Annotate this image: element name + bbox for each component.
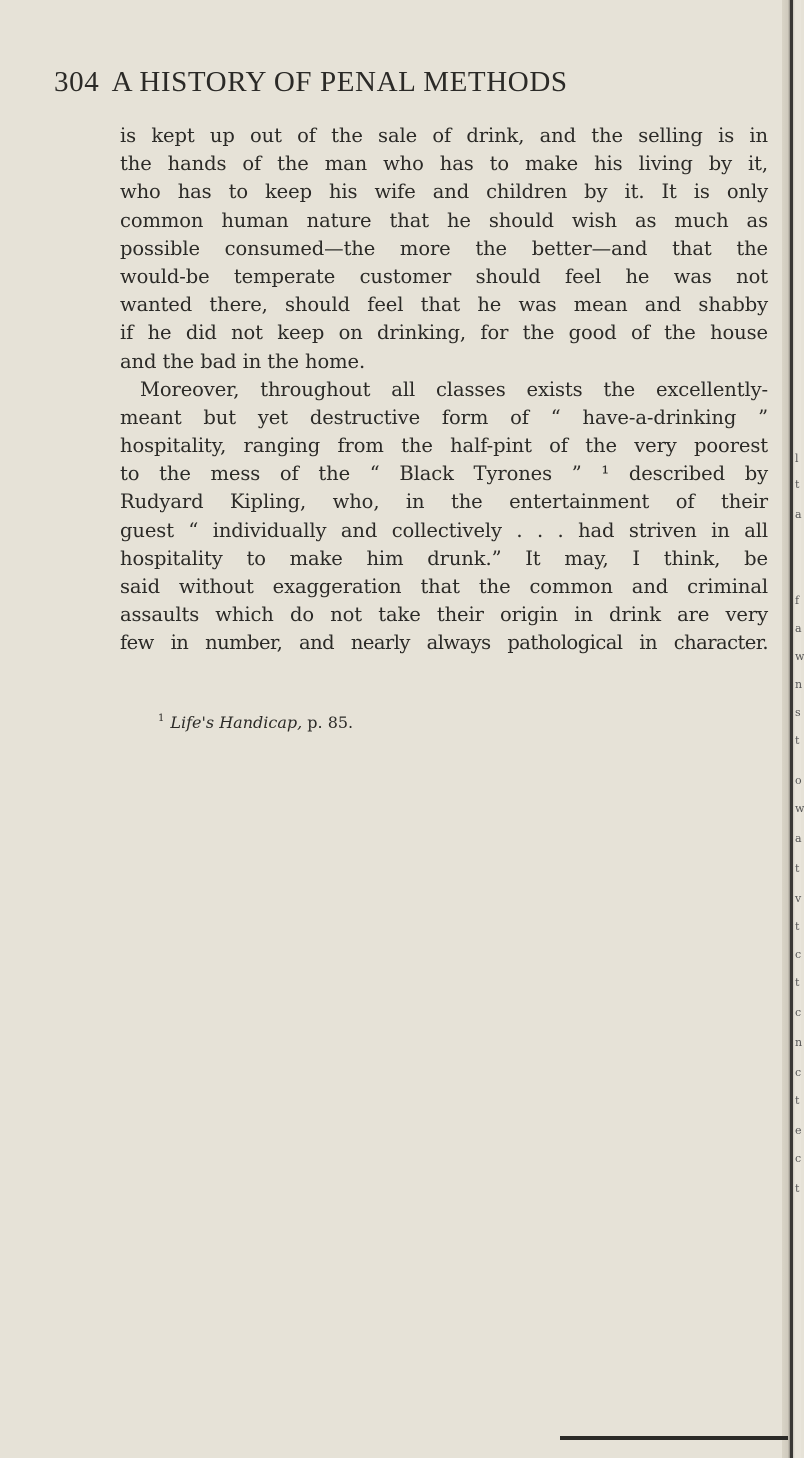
text-line: would-be temperate customer should feel he was not: [120, 264, 768, 288]
text-line: hospitality, ranging from the half-pint of the very poorest: [120, 434, 768, 458]
bleed-letter: c: [795, 1066, 802, 1079]
footnote-source: Life's Handicap,: [170, 713, 303, 732]
text-line: to the mess of the “ Black Tyrones ” ¹ described by: [120, 462, 768, 486]
bleed-letter: a: [795, 508, 802, 521]
bleed-letter: c: [795, 1006, 802, 1019]
page-shadow-line: [560, 1436, 788, 1440]
text-line: assaults which do not take their origin in drink are very: [120, 603, 768, 627]
running-header: [54, 66, 754, 99]
text-line: said without exaggeration that the common and criminal: [120, 575, 768, 598]
bleed-letter: t: [795, 976, 800, 989]
text-line: guest “ individually and collectively . . . had striven in all: [120, 518, 768, 542]
bleed-letter: f: [795, 594, 800, 607]
page-number: 304: [54, 66, 100, 98]
bleed-letter: t: [795, 1094, 800, 1107]
text-line: few in number, and nearly always pathological in character.: [120, 631, 768, 655]
body-text: [120, 122, 768, 658]
bleed-letter: n: [795, 678, 803, 691]
text-line: wanted there, should feel that he was mean and shabby: [120, 293, 768, 317]
bleed-letter: a: [795, 832, 802, 845]
bleed-letter: w: [795, 650, 804, 663]
bleed-letter: c: [795, 1152, 802, 1165]
bleed-letter: v: [795, 892, 802, 905]
footnote: [158, 713, 353, 732]
bleed-letter: c: [795, 948, 802, 961]
bleed-letter: e: [795, 1124, 802, 1137]
bleed-letter: a: [795, 622, 802, 635]
text-line: common human nature that he should wish as much as: [120, 208, 768, 232]
text-line: hospitality to make him drunk.” It may, I think, be: [120, 546, 768, 570]
bleed-letter: t: [795, 920, 800, 933]
bleed-letter: t: [795, 862, 800, 875]
running-title: A HISTORY OF PENAL METHODS: [111, 66, 568, 98]
text-line: Rudyard Kipling, who, in the entertainment of their: [120, 490, 768, 514]
bleed-letter: n: [795, 1036, 803, 1049]
text-line: the hands of the man who has to make his living by it,: [120, 152, 768, 176]
footnote-marker: 1: [158, 713, 165, 724]
bleed-letter: o: [795, 774, 802, 787]
footnote-page: p. 85.: [307, 713, 354, 732]
bleed-letter: s: [795, 706, 801, 719]
text-line: possible consumed—the more the better—and that the: [120, 236, 768, 260]
text-line: meant but yet destructive form of “ have-a-drinking ”: [120, 405, 768, 429]
bleed-letter: t: [795, 478, 800, 491]
binding-line: [790, 0, 793, 1458]
bleed-letter: l: [795, 452, 799, 465]
text-line: is kept up out of the sale of drink, and the selling is in: [120, 124, 768, 147]
paragraph-end-line: and the bad in the home.: [120, 349, 366, 373]
text-line: who has to keep his wife and children by it. It is only: [120, 180, 768, 204]
bleed-letter: w: [795, 802, 804, 815]
text-line: if he did not keep on drinking, for the good of the house: [120, 321, 768, 345]
paragraph-start-line: Moreover, throughout all classes exists the excellently-: [140, 377, 768, 401]
bleed-letter: t: [795, 734, 800, 747]
bleed-letter: t: [795, 1182, 800, 1195]
